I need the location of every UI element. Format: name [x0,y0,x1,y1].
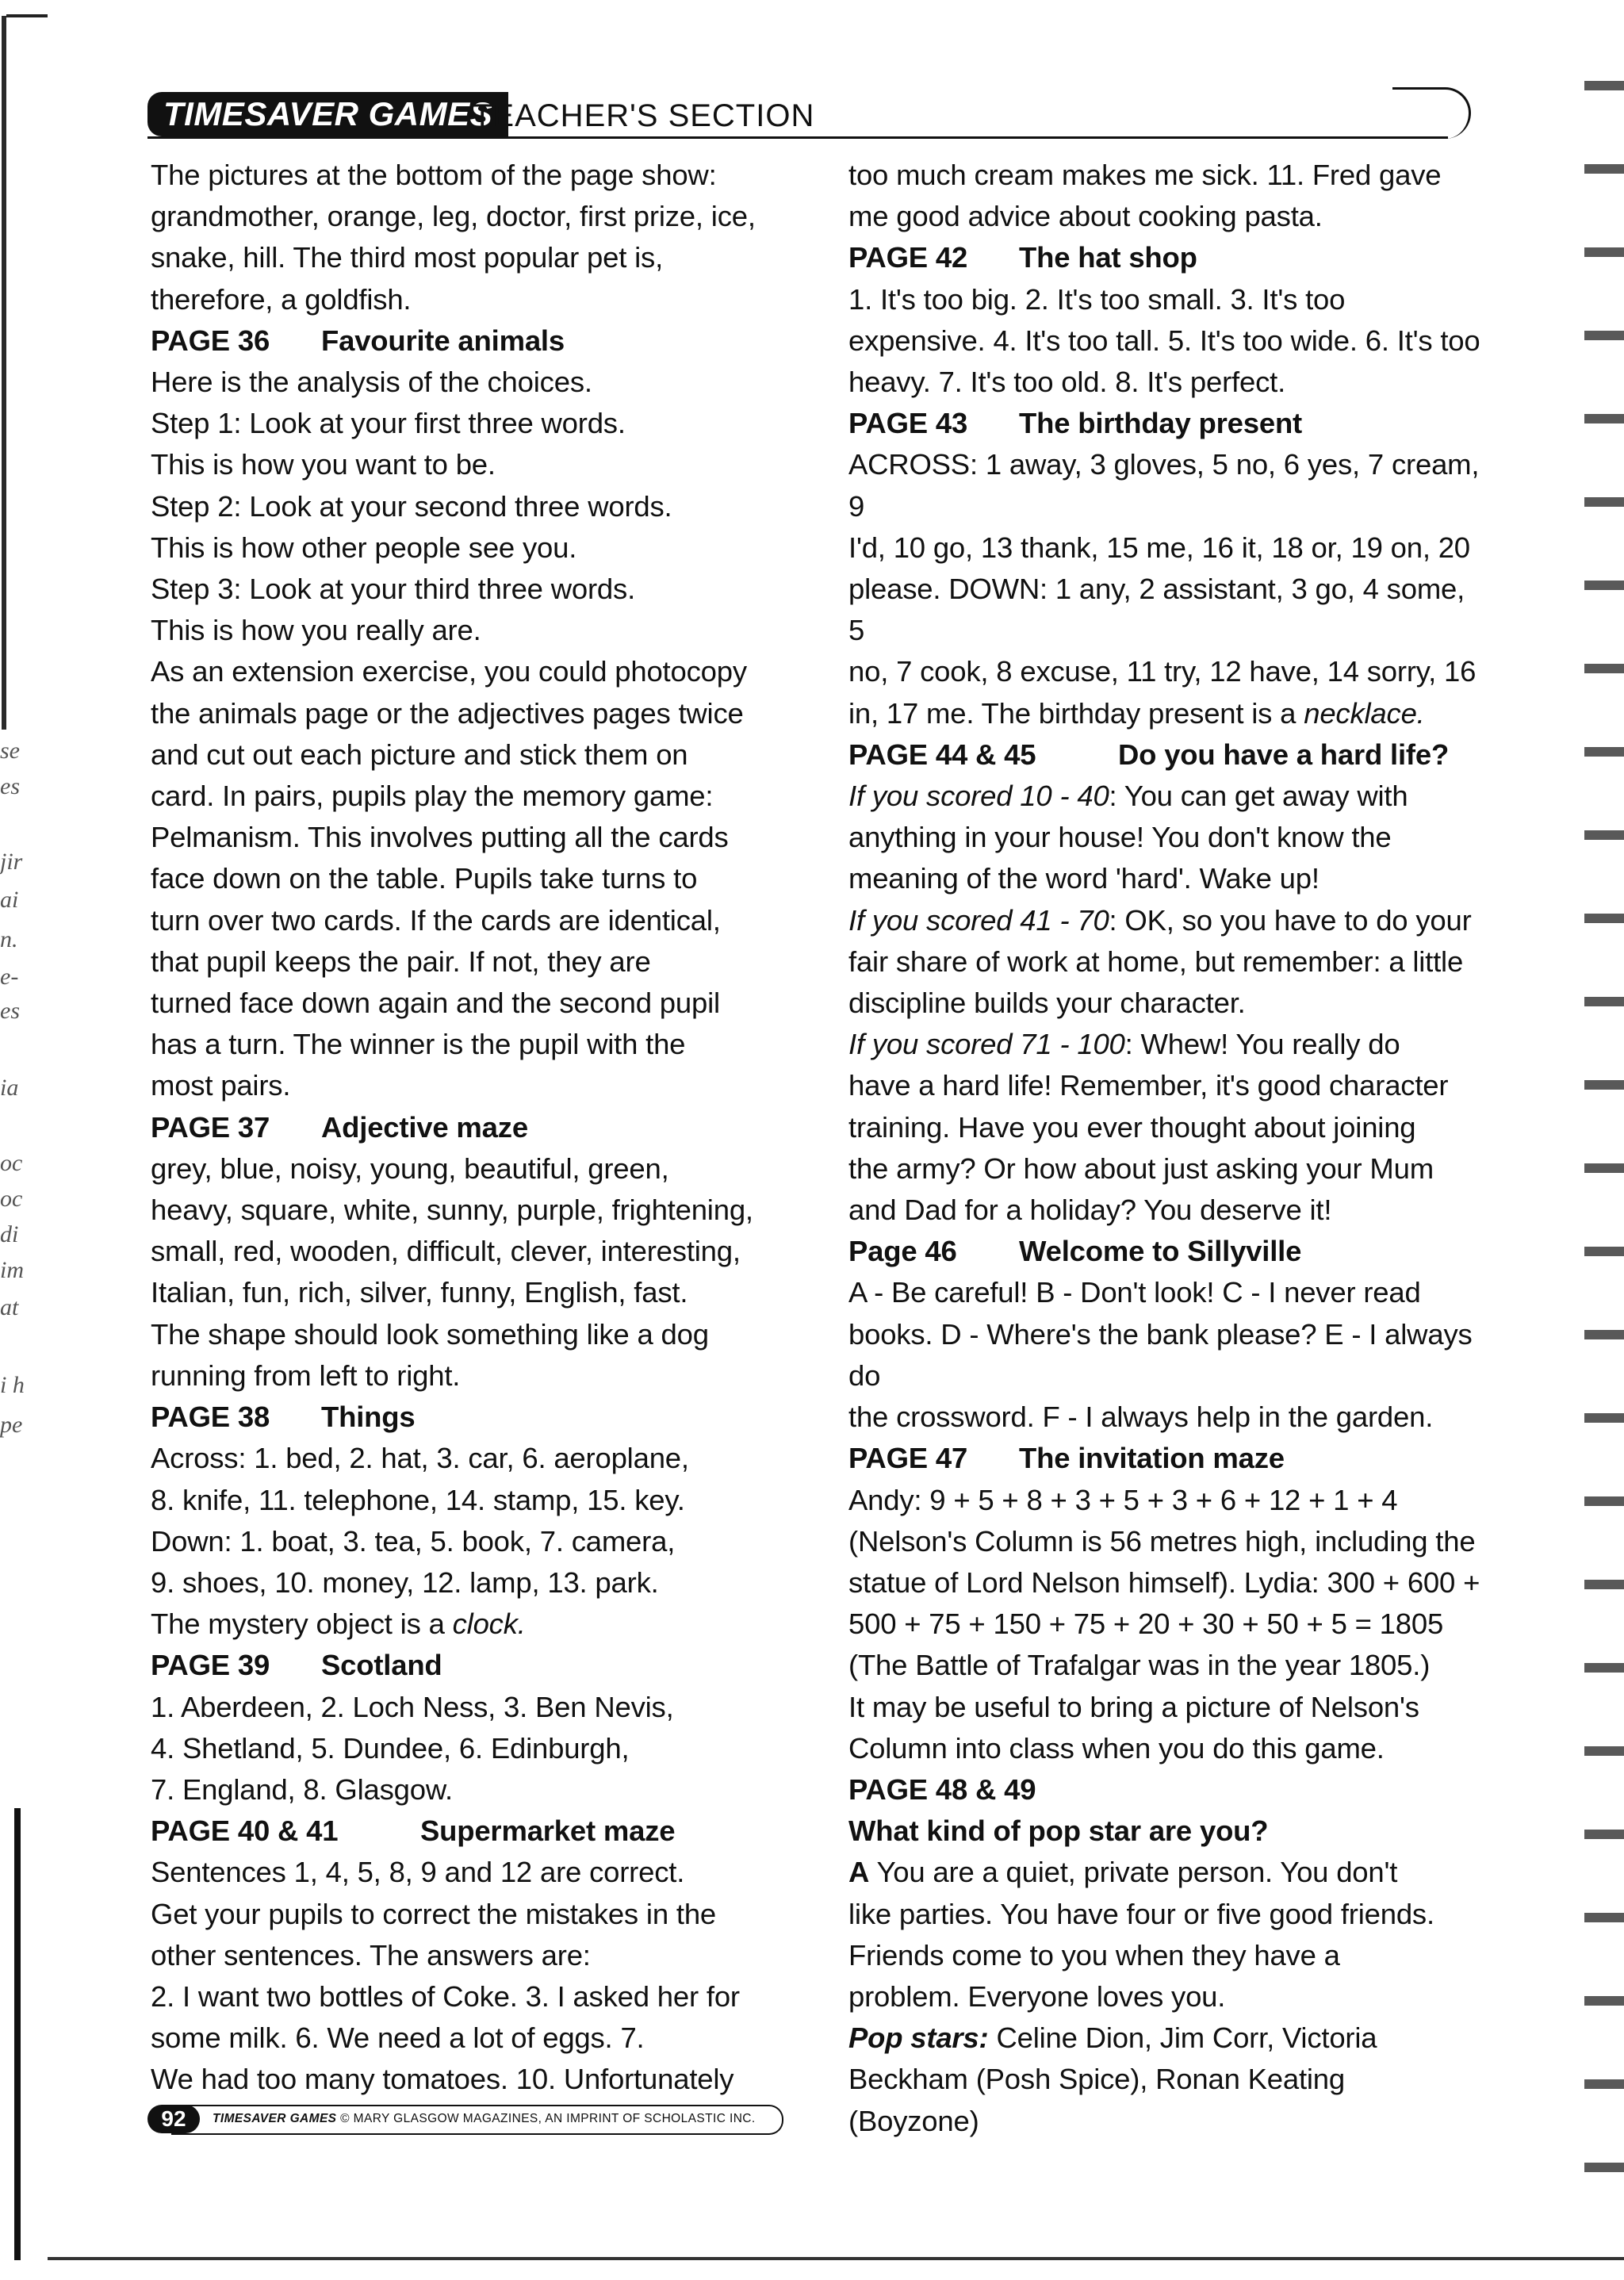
text-line [848,693,1483,734]
header-hook [1392,87,1471,139]
text-line: Get your pupils to correct the mistakes in the [151,1897,717,1930]
text-line: 1. Aberdeen, 2. Loch Ness, 3. Ben Nevis, [151,1690,674,1723]
answer-text: You are a quiet, private person. You don't [869,1856,1398,1889]
scan-binding-shadow-lower [14,1808,21,2260]
answer-label: A [848,1856,870,1889]
page-ref: PAGE 37 [151,1110,270,1144]
text-line: (Nelson's Column is 56 metres high, including the [848,1524,1476,1558]
brand-label: TIMESAVER GAMES [147,92,508,136]
text-line: A - Be careful! B - Don't look! C - I never read [848,1276,1421,1309]
text-line: This is how you really are. [151,614,481,647]
bleed-text: es [0,998,20,1024]
bleed-text: n. [0,926,18,952]
score-text: : OK, so you have to do your [1109,903,1472,937]
text-line: most pairs. [151,1069,291,1102]
section-title: Do you have a hard life? [1118,738,1450,771]
section-heading [151,1645,785,1686]
text-line: Down: 1. boat, 3. tea, 5. book, 7. camera, [151,1524,676,1558]
text-line: problem. Everyone loves you. [848,1979,1226,2013]
text-line: heavy, square, white, sunny, purple, frightening, [151,1194,753,1227]
page-ref: PAGE 36 [151,324,270,357]
section-title: Scotland [321,1649,442,1682]
text-line: The pictures at the bottom of the page show: [151,159,717,191]
section-heading [151,1107,785,1148]
pop-stars-text: Celine Dion, Jim Corr, Victoria [988,2021,1377,2055]
text-line: This is how you want to be. [151,448,496,481]
section-heading [848,403,1483,444]
birthday-answer: necklace. [1304,696,1425,730]
text-line: meaning of the word 'hard'. Wake up! [848,862,1320,895]
section-title: What kind of pop star are you? [848,1814,1269,1848]
text-line: turn over two cards. If the cards are identical, [151,903,721,937]
text-line: card. In pairs, pupils play the memory game: [151,780,714,813]
text-line: Here is the analysis of the choices. [151,366,592,399]
text-line: 4. Shetland, 5. Dundee, 6. Edinburgh, [151,1731,630,1765]
text-line: small, red, wooden, difficult, clever, interesting, [151,1235,741,1268]
page-ref: PAGE 39 [151,1649,270,1682]
section-heading [848,237,1483,278]
text-line: Friends come to you when they have a [848,1938,1340,1972]
header-rule [147,136,1448,139]
mystery-answer: clock. [452,1607,526,1641]
text-line: It may be useful to bring a picture of Nelson's [848,1690,1419,1723]
scan-binding-shadow [2,16,6,730]
text-line: As an extension exercise, you could photocopy [151,655,747,688]
text-line [848,2018,1483,2059]
section-heading [151,1397,785,1438]
section-title: Adjective maze [321,1110,528,1144]
text-line: I'd, 10 go, 13 thank, 15 me, 16 it, 18 or, 19 on, 20 [848,531,1470,564]
text-line: 500 + 75 + 150 + 75 + 20 + 30 + 50 + 5 = 1805 [848,1607,1444,1641]
text-line: 9. shoes, 10. money, 12. lamp, 13. park. [151,1565,659,1599]
text-line: (The Battle of Trafalgar was in the year 1805.) [848,1649,1431,1682]
text-line: books. D - Where's the bank please? E - I always do [848,1317,1473,1392]
page-footer [147,2105,788,2133]
text-line: 2. I want two bottles of Coke. 3. I asked her for [151,1979,740,2013]
scan-left-edge [0,0,8,2280]
text-line: discipline builds your character. [848,987,1246,1020]
text-line: me good advice about cooking pasta. [848,200,1323,233]
text-line: Step 3: Look at your third three words. [151,573,636,606]
bleed-text: im [0,1257,24,1283]
text-line: expensive. 4. It's too tall. 5. It's too wide. 6. It's too [848,324,1480,357]
text-line: Across: 1. bed, 2. hat, 3. car, 6. aeroplane, [151,1442,689,1475]
bleed-text: ia [0,1075,19,1101]
page-ref: PAGE 40 & 41 [151,1814,339,1848]
text-line: Andy: 9 + 5 + 8 + 3 + 5 + 3 + 6 + 12 + 1 + 4 [848,1483,1398,1516]
bleed-text: es [0,773,20,799]
scan-right-edge-marks [1584,32,1624,2189]
text-line [848,1852,1483,1893]
text-line: Sentences 1, 4, 5, 8, 9 and 12 are correct. [151,1856,685,1889]
bleed-text: pe [0,1412,23,1438]
score-range: If you scored 10 - 40 [848,780,1109,813]
score-range: If you scored 41 - 70 [848,903,1109,937]
footer-credit [213,2108,756,2130]
text-line: Pelmanism. This involves putting all the cards [151,821,729,854]
score-range: If you scored 71 - 100 [848,1028,1125,1061]
pop-stars-label: Pop stars: [848,2021,989,2055]
score-text: : Whew! You really do [1124,1028,1400,1061]
text-line: and Dad for a holiday? You deserve it! [848,1194,1332,1227]
text-line: heavy. 7. It's too old. 8. It's perfect. [848,366,1286,399]
bleed-text: oc [0,1150,23,1176]
page-number: 92 [147,2105,200,2133]
mystery-prefix: The mystery object is a [151,1607,453,1641]
text-line: running from left to right. [151,1358,461,1392]
text-line: anything in your house! You don't know the [848,821,1392,854]
left-column [151,155,785,2101]
section-title: The birthday present [1019,407,1303,440]
text-line: some milk. 6. We need a lot of eggs. 7. [151,2021,645,2055]
bleed-text: ai [0,887,19,913]
score-text: : You can get away with [1109,780,1408,813]
section-title: Favourite animals [321,324,565,357]
text-line: 1. It's too big. 2. It's too small. 3. It's too [848,282,1346,316]
text-line: snake, hill. The third most popular pet is, [151,241,664,274]
section-heading [848,734,1483,776]
page-ref: PAGE 44 & 45 [848,738,1036,771]
page-ref: PAGE 42 [848,241,968,274]
text-line: Step 2: Look at your second three words. [151,489,672,523]
text-line: please. DOWN: 1 any, 2 assistant, 3 go, 4 some, 5 [848,573,1465,647]
scan-corner-mark [6,14,48,17]
page-ref: PAGE 47 [848,1442,968,1475]
text-line: grey, blue, noisy, young, beautiful, green, [151,1151,669,1185]
text-line: (Boyzone) [848,2104,979,2137]
text-line: therefore, a goldfish. [151,282,412,316]
bleed-text: jir [0,849,23,875]
section-heading [848,1769,1483,1811]
bleed-text: se [0,738,20,764]
bleed-text: i h [0,1372,25,1398]
right-column [848,155,1483,2142]
section-heading [848,1231,1483,1272]
page-ref: Page 46 [848,1235,957,1268]
text-line: too much cream makes me sick. 11. Fred gave [848,159,1442,191]
text-line: no, 7 cook, 8 excuse, 11 try, 12 have, 14 sorry, 16 [848,655,1477,688]
bleed-text: di [0,1221,19,1247]
section-title: Things [321,1401,416,1434]
text-line: Column into class when you do this game. [848,1731,1385,1765]
page-ref: PAGE 48 & 49 [848,1772,1036,1806]
text-line: other sentences. The answers are: [151,1938,591,1972]
text-line: Step 1: Look at your first three words. [151,407,626,440]
footer-copyright: © MARY GLASGOW MAGAZINES, AN IMPRINT OF SCHOLASTIC INC. [336,2112,756,2125]
text-line: the animals page or the adjectives pages twice [151,696,744,730]
text-line: Italian, fun, rich, silver, funny, English, fast. [151,1276,688,1309]
text-line: We had too many tomatoes. 10. Unfortunately [151,2063,734,2096]
text-line [848,776,1483,817]
bleed-text: e- [0,964,19,990]
text-line: The shape should look something like a dog [151,1317,709,1351]
text-line: 8. knife, 11. telephone, 14. stamp, 15. key. [151,1483,685,1516]
text-line: fair share of work at home, but remember: a little [848,945,1464,978]
text-line: face down on the table. Pupils take turns to [151,862,698,895]
text-line: grandmother, orange, leg, doctor, first prize, ice, [151,200,756,233]
text-line: ACROSS: 1 away, 3 gloves, 5 no, 6 yes, 7 cream, 9 [848,448,1480,523]
section-title: Supermarket maze [420,1814,676,1848]
scan-bottom-rule [48,2257,1624,2260]
text-line [848,1024,1483,1065]
footer-brand: TIMESAVER GAMES [213,2112,337,2125]
section-title: The invitation maze [1019,1442,1285,1475]
text-line: and cut out each picture and stick them on [151,738,688,771]
text-line: This is how other people see you. [151,531,577,564]
text-line: the army? Or how about just asking your Mum [848,1151,1434,1185]
text-line: have a hard life! Remember, it's good character [848,1069,1449,1102]
bleed-text: at [0,1294,19,1320]
section-title: Welcome to Sillyville [1019,1235,1302,1268]
bleed-text: oc [0,1186,23,1212]
section-heading [151,1811,785,1852]
text-line: the crossword. F - I always help in the garden. [848,1401,1434,1434]
page-ref: PAGE 38 [151,1401,270,1434]
section-heading [151,320,785,362]
page-header [147,87,1481,144]
text-line: statue of Lord Nelson himself). Lydia: 300 + 600 + [848,1565,1480,1599]
section-title: The hat shop [1019,241,1197,274]
section-heading [848,1438,1483,1479]
text-line [848,900,1483,941]
text-line: that pupil keeps the pair. If not, they are [151,945,651,978]
text-line: training. Have you ever thought about joining [848,1110,1416,1144]
section-title: TEACHER'S SECTION [473,98,815,133]
text-line: Beckham (Posh Spice), Ronan Keating [848,2063,1346,2096]
text-line: like parties. You have four or five good friends. [848,1897,1434,1930]
text-line [151,1604,785,1645]
text-line: 7. England, 8. Glasgow. [151,1772,453,1806]
text-line: turned face down again and the second pupil [151,987,720,1020]
page-ref: PAGE 43 [848,407,968,440]
text-line: has a turn. The winner is the pupil with the [151,1028,686,1061]
birthday-prefix: in, 17 me. The birthday present is a [848,696,1304,730]
